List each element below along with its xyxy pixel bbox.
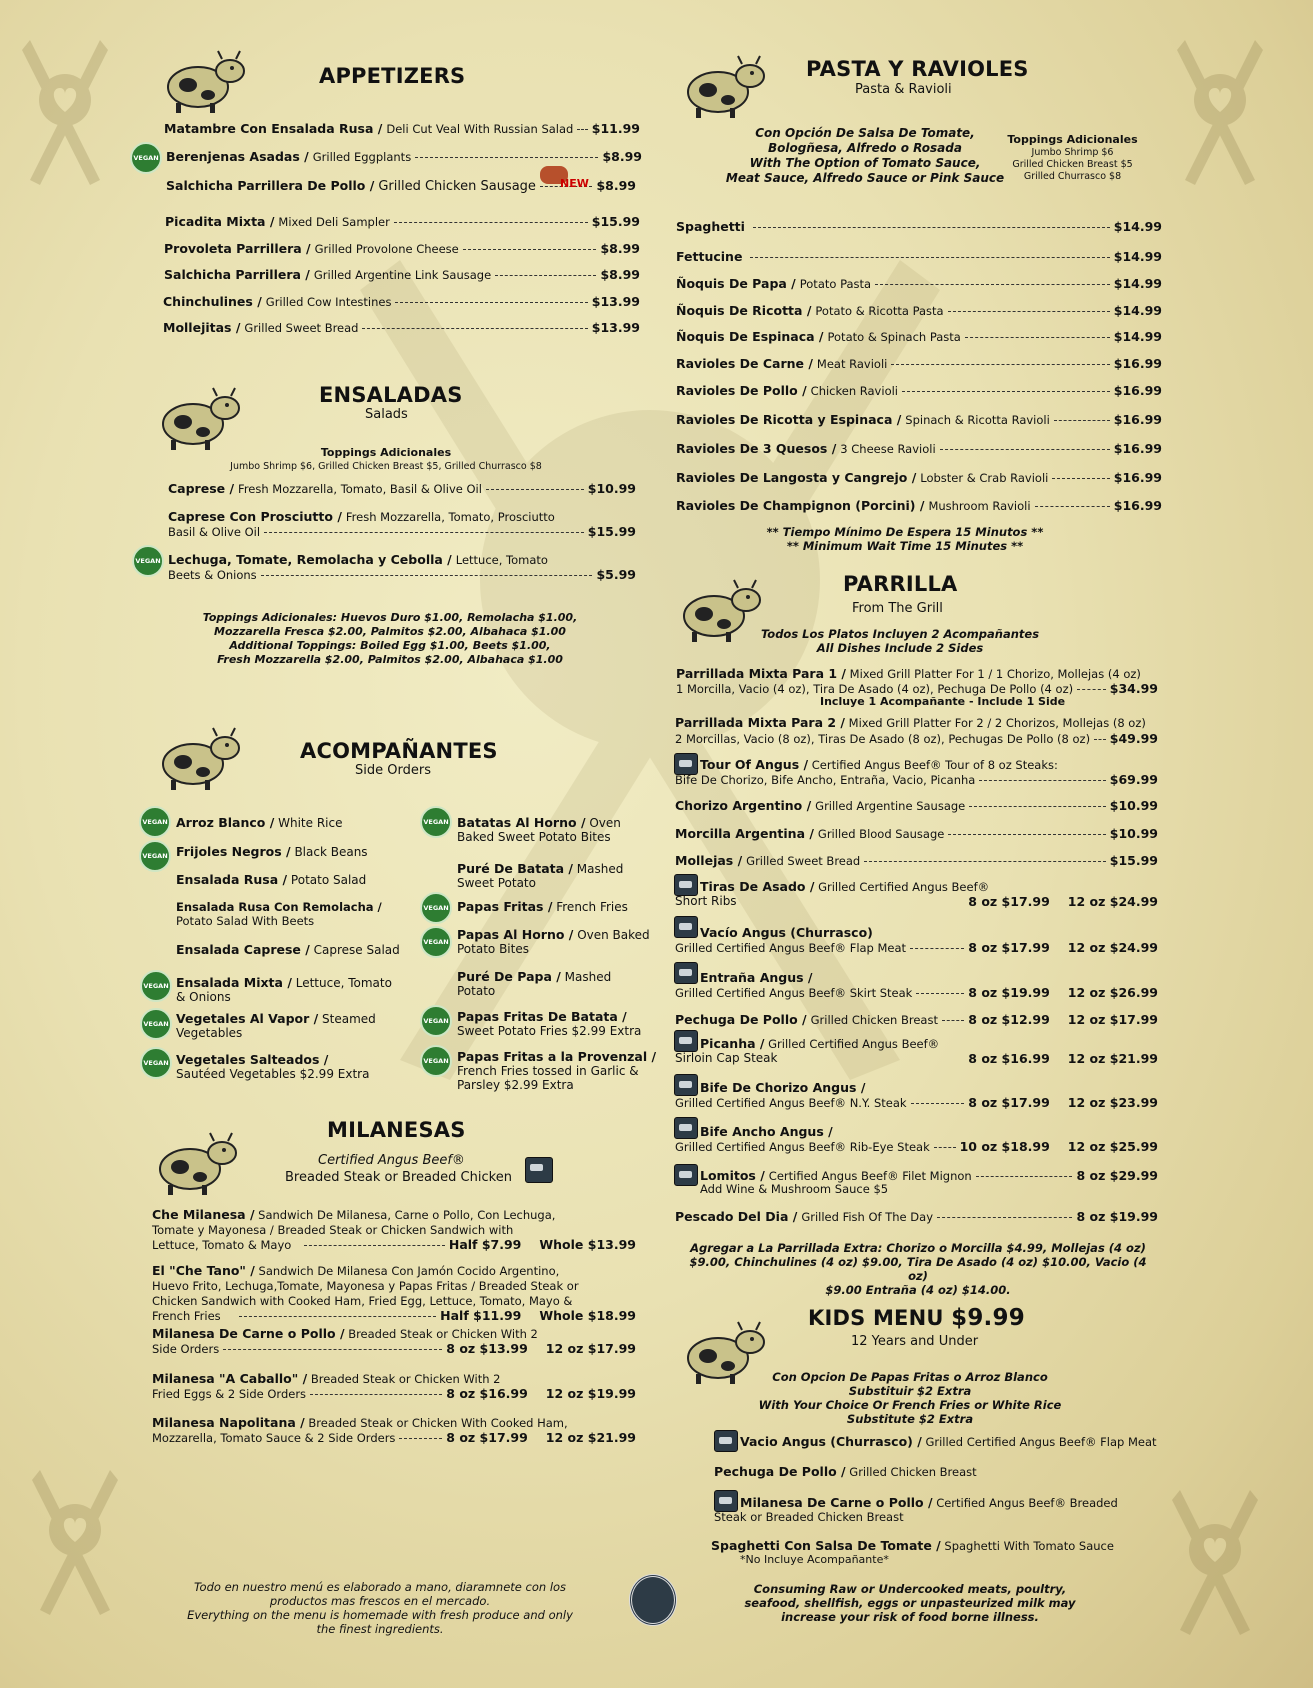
pasta-toppings-title: Toppings Adicionales: [1007, 133, 1138, 146]
parrilla-item: Tour Of Angus / Certified Angus Beef® Tour of 8 oz Steaks:: [700, 757, 1058, 772]
pasta-subtitle: Pasta & Ravioli: [855, 82, 952, 97]
menu-item: Picadita Mixta / Mixed Deli Sampler $15.99: [165, 214, 640, 229]
kids-subtitle: 12 Years and Under: [851, 1334, 979, 1349]
parrilla-item: Parrillada Mixta Para 2 / Mixed Grill Platter For 2 / 2 Chorizos, Mollejas (8 oz): [675, 715, 1146, 730]
certified-angus-logo: [674, 916, 698, 938]
parrilla-item: Entraña Angus /: [700, 970, 813, 985]
pasta-item: Fettucine $14.99: [676, 249, 1162, 264]
kids-item: Spaghetti Con Salsa De Tomate / Spaghetti With Tomato Sauce: [711, 1538, 1114, 1553]
menu-item: Lechuga, Tomate, Remolacha y Cebolla / Lettuce, Tomato: [168, 552, 548, 567]
pasta-item: Ravioles De 3 Quesos / 3 Cheese Ravioli $16.99: [676, 441, 1162, 456]
parrilla-item: Tiras De Asado / Grilled Certified Angus Beef®: [700, 879, 990, 894]
certified-angus-logo: [525, 1157, 553, 1183]
parrilla-item: Chorizo Argentino / Grilled Argentine Sausage $10.99: [675, 798, 1158, 813]
milanesa-price: Half $7.99 Whole $13.99: [300, 1237, 636, 1252]
parrilla-subtitle: From The Grill: [852, 601, 943, 616]
kids-item: Vacio Angus (Churrasco) / Grilled Certified Angus Beef® Flap Meat: [740, 1434, 1157, 1449]
pasta-title: PASTA Y RAVIOLES: [806, 57, 1029, 81]
menu-item: Basil & Olive Oil $15.99: [168, 524, 636, 539]
parrilla-item: Mollejas / Grilled Sweet Bread $15.99: [675, 853, 1158, 868]
menu-item: Chinchulines / Grilled Cow Intestines $13.99: [163, 294, 640, 309]
parrilla-intro: Todos Los Platos Incluyen 2 Acompañantes All Dishes Include 2 Sides: [760, 627, 1040, 655]
milanesa-item: Milanesa De Carne o Pollo / Breaded Steak or Chicken With 2: [152, 1326, 538, 1341]
kids-intro: Con Opcion De Papas Fritas o Arroz Blanco Substituir $2 Extra With Your Choice Or French Fries or White Rice Substitute $2 Extra: [758, 1370, 1062, 1426]
vegan-badge-icon: VEGAN: [420, 1045, 452, 1077]
pasta-item: Ñoquis De Papa / Potato Pasta $14.99: [676, 276, 1162, 291]
milanesa-price: Side Orders 8 oz $13.99 12 oz $17.99: [152, 1341, 636, 1356]
cow-icon: [680, 50, 770, 120]
milanesa-item: Che Milanesa / Sandwich De Milanesa, Carne o Pollo, Con Lechuga, Tomate y Mayonesa / Breaded Steak or Chicken Sandwich with Lettuce, Tomato & Mayo: [152, 1207, 556, 1252]
parrilla-item: Parrillada Mixta Para 1 / Mixed Grill Platter For 1 / 1 Chorizo, Mollejas (4 oz): [676, 666, 1141, 681]
side-item: Vegetales Al Vapor / Steamed Vegetables: [176, 1011, 376, 1040]
side-item: Papas Fritas / French Fries: [457, 899, 628, 914]
menu-item: Caprese Con Prosciutto / Fresh Mozzarella, Tomato, Prosciutto: [168, 509, 555, 524]
cow-icon: [155, 722, 245, 792]
certified-angus-logo: [674, 962, 698, 984]
certified-angus-logo: [674, 874, 698, 896]
ensaladas-note: Toppings Adicionales: Huevos Duro $1.00, Remolacha $1.00, Mozzarella Fresca $2.00, Palmitos $2.00, Albahaca $1.00 Additional Toppings: Boiled Egg $1.00, Beets $1.00, Fresh Mozzarella $2.00, Palmitos $2.00, Albahaca $1.00: [202, 611, 578, 666]
side-item: Ensalada Caprese / Caprese Salad: [176, 942, 400, 957]
parrilla-item-price: Pechuga De Pollo / Grilled Chicken Breast 8 oz $12.99 12 oz $17.99: [675, 1012, 1158, 1027]
toppings-list: Jumbo Shrimp $6, Grilled Chicken Breast $5, Grilled Churrasco $8: [230, 461, 542, 472]
cow-icon: [155, 382, 245, 452]
parrilla-item-price: Grilled Certified Angus Beef® N.Y. Steak 8 oz $17.99 12 oz $23.99: [675, 1095, 1158, 1110]
menu-item: Mollejitas / Grilled Sweet Bread $13.99: [163, 320, 640, 335]
footer-note-right: Consuming Raw or Undercooked meats, poultry, seafood, shellfish, eggs or unpasteurized milk may increase your risk of food borne illness.: [744, 1582, 1076, 1624]
parrilla-item-price: Grilled Certified Angus Beef® Skirt Steak 8 oz $19.99 12 oz $26.99: [675, 985, 1158, 1000]
milanesas-title: MILANESAS: [327, 1118, 466, 1142]
side-item: Arroz Blanco / White Rice: [176, 815, 343, 830]
knife-fork-heart-icon: [1165, 30, 1275, 190]
parrilla-item: Morcilla Argentina / Grilled Blood Sausage $10.99: [675, 826, 1158, 841]
parrilla-extra-note: Agregar a La Parrillada Extra: Chorizo o Morcilla $4.99, Mollejas (4 oz) $9.00, Chinchulines (4 oz) $9.00, Tira De Asado (4 oz) $10.00, Vacio (4 oz) $9.00 Entraña (4 oz) $14.00.: [689, 1241, 1147, 1297]
appetizers-title: APPETIZERS: [319, 64, 466, 88]
vegan-badge-icon: VEGAN: [420, 892, 452, 924]
menu-item: Provoleta Parrillera / Grilled Provolone Cheese $8.99: [164, 241, 640, 256]
footer-note-left: Todo en nuestro menú es elaborado a mano, diaramnete con los productos mas frescos en el mercado. Everything on the menu is homemade with fresh produce and only the finest ingredients.: [187, 1580, 573, 1636]
pasta-item: Ravioles De Langosta y Cangrejo / Lobster & Crab Ravioli $16.99: [676, 470, 1162, 485]
milanesa-price: Fried Eggs & 2 Side Orders 8 oz $16.99 12 oz $19.99: [152, 1386, 636, 1401]
side-item: Ensalada Rusa / Potato Salad: [176, 872, 367, 887]
vegan-badge-icon: VEGAN: [130, 142, 162, 174]
kids-item-line2: Steak or Breaded Chicken Breast: [714, 1510, 904, 1524]
side-item: Batatas Al Horno / Oven Baked Sweet Potato Bites: [457, 815, 621, 844]
side-item: Papas Al Horno / Oven Baked Potato Bites: [457, 927, 650, 956]
pasta-item: Ñoquis De Espinaca / Potato & Spinach Pasta $14.99: [676, 329, 1162, 344]
milanesa-price: Mozzarella, Tomato Sauce & 2 Side Orders 8 oz $17.99 12 oz $21.99: [152, 1430, 636, 1445]
milanesa-item: El "Che Tano" / Sandwich De Milanesa Con Jamón Cocido Argentino, Huevo Frito, Lechuga,Tomate, Mayonesa y Papas Fritas / Breaded Steak or Chicken Sandwich with Cooked Ham, Fried Egg, Lettuce, Tomato, Mayo & French Fries: [152, 1263, 579, 1323]
parrilla-item: Bife Ancho Angus /: [700, 1124, 833, 1139]
side-item: Puré De Papa / Mashed Potato: [457, 969, 612, 998]
vegan-badge-icon: VEGAN: [140, 970, 172, 1002]
parrilla-item: Bife De Chorizo Angus /: [700, 1080, 866, 1095]
ensaladas-title: ENSALADAS: [319, 383, 463, 407]
parrilla-item: Pescado Del Dia / Grilled Fish Of The Day 8 oz $19.99: [675, 1209, 1158, 1224]
pasta-item: Ravioles De Pollo / Chicken Ravioli $16.99: [676, 383, 1162, 398]
knife-fork-heart-icon: [1160, 1480, 1270, 1640]
side-item: Ensalada Mixta / Lettuce, Tomato & Onions: [176, 975, 392, 1004]
vegan-badge-icon: VEGAN: [420, 806, 452, 838]
knife-fork-heart-icon: [20, 1460, 130, 1620]
pasta-item: Ravioles De Champignon (Porcini) / Mushroom Ravioli $16.99: [676, 498, 1162, 513]
menu-item: Salchicha Parrillera De Pollo / Grilled Chicken Sausage $8.99: [166, 178, 636, 194]
kids-title: KIDS MENU $9.99: [808, 1305, 1025, 1331]
pasta-intro: Con Opción De Salsa De Tomate, Bologñesa, Alfredo o Rosada With The Option of Tomato Sauce, Meat Sauce, Alfredo Sauce or Pink Sauce: [725, 126, 1005, 185]
certified-angus-logo: [714, 1430, 738, 1452]
milanesa-item: Milanesa Napolitana / Breaded Steak or Chicken With Cooked Ham,: [152, 1415, 568, 1430]
pasta-wait-note: ** Tiempo Mínimo De Espera 15 Minutos ** ** Minimum Wait Time 15 Minutes **: [766, 525, 1044, 553]
side-item: Papas Fritas a la Provenzal / French Fries tossed in Garlic & Parsley $2.99 Extra: [457, 1049, 657, 1092]
certified-angus-logo: [674, 1030, 698, 1052]
parrilla-item-price: Short Ribs 8 oz $17.99 12 oz $24.99: [675, 894, 1158, 909]
parrilla-item-price: Grilled Certified Angus Beef® Rib-Eye Steak 10 oz $18.99 12 oz $25.99: [675, 1139, 1158, 1154]
vegan-badge-icon: VEGAN: [420, 1005, 452, 1037]
kids-item-note: *No Incluye Acompañante*: [740, 1553, 889, 1566]
milanesas-subtitle-2: Breaded Steak or Breaded Chicken: [285, 1170, 512, 1185]
parrilla-item-price: Sirloin Cap Steak 8 oz $16.99 12 oz $21.99: [675, 1051, 1158, 1066]
pasta-item: Ravioles De Ricotta y Espinaca / Spinach & Ricotta Ravioli $16.99: [676, 412, 1162, 427]
certified-angus-logo: [674, 1074, 698, 1096]
parrilla-item: Bife De Chorizo, Bife Ancho, Entraña, Vacio, Picanha $69.99: [675, 772, 1158, 787]
kids-item: Milanesa De Carne o Pollo / Certified Angus Beef® Breaded: [740, 1495, 1118, 1510]
ensaladas-subtitle: Salads: [365, 407, 408, 422]
side-item: Vegetales Salteados / Sautéed Vegetables $2.99 Extra: [176, 1052, 370, 1081]
parrilla-item: 1 Morcilla, Vacio (4 oz), Tira De Asado (4 oz), Pechuga De Pollo (4 oz) $34.99: [676, 681, 1158, 696]
parrilla-item: Lomitos / Certified Angus Beef® Filet Mignon 8 oz $29.99: [700, 1168, 1158, 1183]
vegan-badge-icon: VEGAN: [139, 840, 171, 872]
toppings-title: Toppings Adicionales: [320, 446, 452, 459]
parrilla-item-price: Grilled Certified Angus Beef® Flap Meat 8 oz $17.99 12 oz $24.99: [675, 940, 1158, 955]
parrilla-item-note: Add Wine & Mushroom Sauce $5: [700, 1182, 889, 1196]
acompanantes-title: ACOMPAÑANTES: [300, 739, 498, 763]
menu-item: Berenjenas Asadas / Grilled Eggplants $8.99: [166, 149, 642, 164]
milanesa-price: Half $11.99 Whole $18.99: [235, 1308, 636, 1323]
new-label: NEW: [560, 177, 589, 190]
vegan-badge-icon: VEGAN: [132, 545, 164, 577]
certified-angus-logo: [674, 1164, 698, 1186]
parrilla-title: PARRILLA: [843, 572, 958, 596]
side-item: Puré De Batata / Mashed Sweet Potato: [457, 861, 624, 890]
menu-item: Caprese / Fresh Mozzarella, Tomato, Basil & Olive Oil $10.99: [168, 481, 636, 496]
vegan-badge-icon: VEGAN: [140, 1008, 172, 1040]
vegan-badge-icon: VEGAN: [139, 806, 171, 838]
certified-angus-logo: [714, 1490, 738, 1512]
pasta-item: Spaghetti $14.99: [676, 219, 1162, 234]
side-item: Papas Fritas De Batata / Sweet Potato Fries $2.99 Extra: [457, 1009, 642, 1038]
parrilla-item: Picanha / Grilled Certified Angus Beef®: [700, 1036, 940, 1051]
cow-icon: [160, 45, 250, 115]
side-item: Ensalada Rusa Con Remolacha / Potato Salad With Beets: [176, 900, 382, 928]
milanesa-item: Milanesa "A Caballo" / Breaded Steak or Chicken With 2: [152, 1371, 501, 1386]
pasta-toppings-list: Jumbo Shrimp $6 Grilled Chicken Breast $5 Grilled Churrasco $8: [1012, 147, 1133, 182]
kids-item: Pechuga De Pollo / Grilled Chicken Breast: [714, 1464, 977, 1479]
parrilla-note: Incluye 1 Acompañante - Include 1 Side: [820, 695, 1066, 708]
menu-item: Beets & Onions $5.99: [168, 567, 636, 582]
pasta-item: Ñoquis De Ricotta / Potato & Ricotta Pasta $14.99: [676, 303, 1162, 318]
menu-item: Matambre Con Ensalada Rusa / Deli Cut Veal With Russian Salad $11.99: [164, 121, 640, 136]
milanesas-subtitle: Certified Angus Beef®: [318, 1153, 465, 1168]
side-item: Frijoles Negros / Black Beans: [176, 844, 368, 859]
knife-fork-heart-icon: [10, 30, 120, 190]
parrilla-item: 2 Morcillas, Vacio (8 oz), Tiras De Asado (8 oz), Pechugas De Pollo (8 oz) $49.99: [675, 731, 1158, 746]
parrilla-item: Vacío Angus (Churrasco): [700, 925, 873, 940]
certified-angus-seal: [629, 1574, 677, 1626]
vegan-badge-icon: VEGAN: [420, 926, 452, 958]
acompanantes-subtitle: Side Orders: [355, 763, 431, 778]
cow-icon: [152, 1127, 242, 1197]
menu-item: Salchicha Parrillera / Grilled Argentine Link Sausage $8.99: [164, 267, 640, 282]
vegan-badge-icon: VEGAN: [140, 1047, 172, 1079]
certified-angus-logo: [674, 1117, 698, 1139]
pasta-item: Ravioles De Carne / Meat Ravioli $16.99: [676, 356, 1162, 371]
